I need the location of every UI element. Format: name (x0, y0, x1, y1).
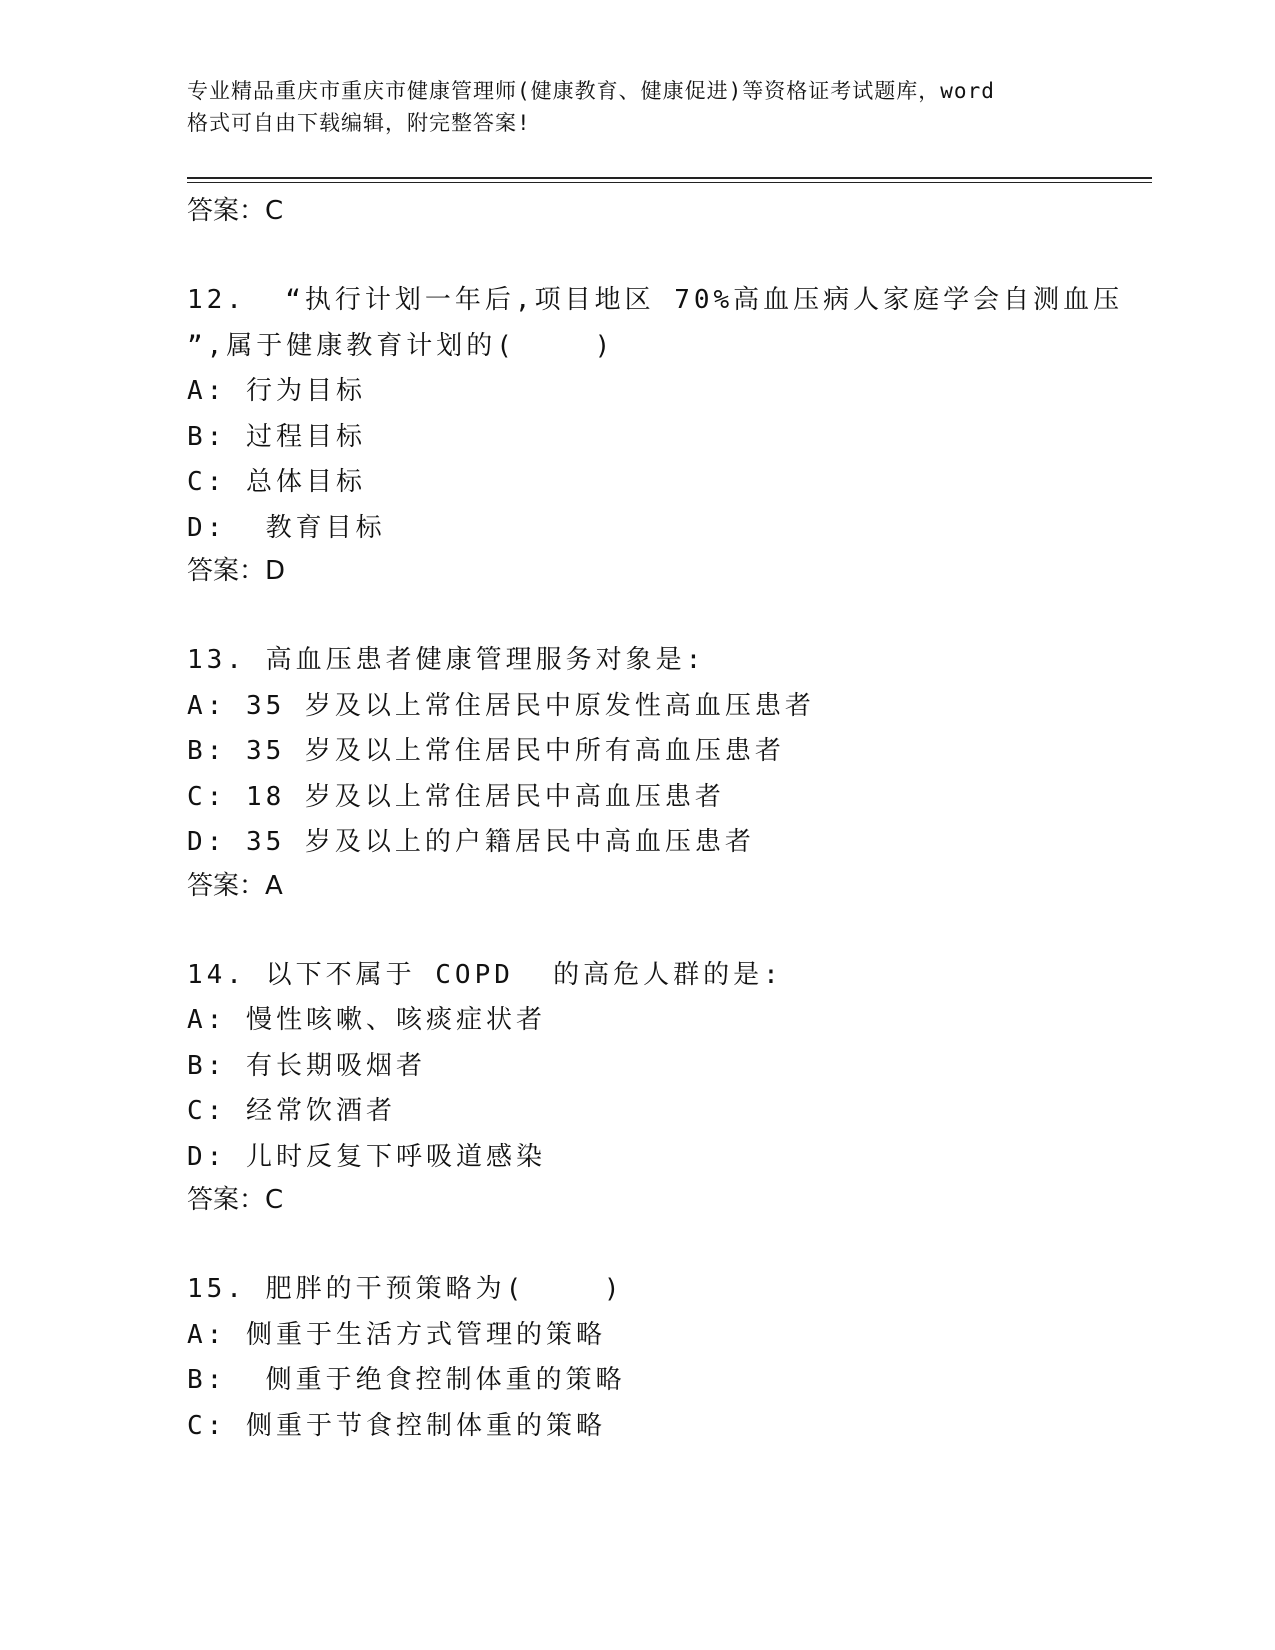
answer-14: 答案：C (187, 1185, 284, 1215)
question-12 (187, 278, 1147, 551)
header-divider-thin (187, 182, 1152, 183)
question-text: ”,属于健康教育计划的( ) (187, 330, 615, 361)
option-d: D: 35 岁及以上的户籍居民中高血压患者 (187, 827, 755, 857)
option-d: D: 儿时反复下呼吸道感染 (187, 1141, 546, 1172)
header-divider (187, 177, 1152, 179)
answer-previous: 答案：C (187, 196, 284, 226)
answer-12: 答案：D (187, 556, 286, 586)
option-b: B: 有长期吸烟者 (187, 1050, 426, 1081)
question-text: 14. 以下不属于 COPD 的高危人群的是: (187, 959, 783, 990)
question-text: 15. 肥胖的干预策略为( ) (187, 1274, 624, 1304)
option-d: D: 教育目标 (187, 512, 386, 543)
option-c: C: 18 岁及以上常住居民中高血压患者 (187, 781, 725, 812)
option-a: A: 慢性咳嗽、咳痰症状者 (187, 1005, 546, 1035)
option-a: A: 侧重于生活方式管理的策略 (187, 1319, 606, 1350)
option-c: C: 经常饮酒者 (187, 1096, 396, 1126)
question-14 (187, 953, 1147, 1181)
option-b: B: 过程目标 (187, 421, 366, 452)
question-13 (187, 638, 1147, 866)
answer-13: 答案：A (187, 870, 283, 901)
question-15 (187, 1267, 1147, 1449)
header-line-2: 格式可自由下载编辑，附完整答案! (187, 111, 531, 135)
page-header (187, 75, 1087, 139)
question-text: 12. “执行计划一年后,项目地区 70%高血压病人家庭学会自测血压 (187, 285, 1124, 315)
option-b: B: 侧重于绝食控制体重的策略 (187, 1365, 626, 1395)
option-c: C: 总体目标 (187, 467, 366, 497)
header-line-1: 专业精品重庆市重庆市健康管理师(健康教育、健康促进)等资格证考试题库，word (187, 79, 995, 103)
option-a: A: 35 岁及以上常住居民中原发性高血压患者 (187, 690, 815, 721)
option-c: C: 侧重于节食控制体重的策略 (187, 1410, 606, 1441)
question-list (187, 191, 1147, 1449)
option-b: B: 35 岁及以上常住居民中所有高血压患者 (187, 736, 785, 766)
question-text: 13. 高血压患者健康管理服务对象是: (187, 645, 706, 675)
option-a: A: 行为目标 (187, 376, 366, 406)
